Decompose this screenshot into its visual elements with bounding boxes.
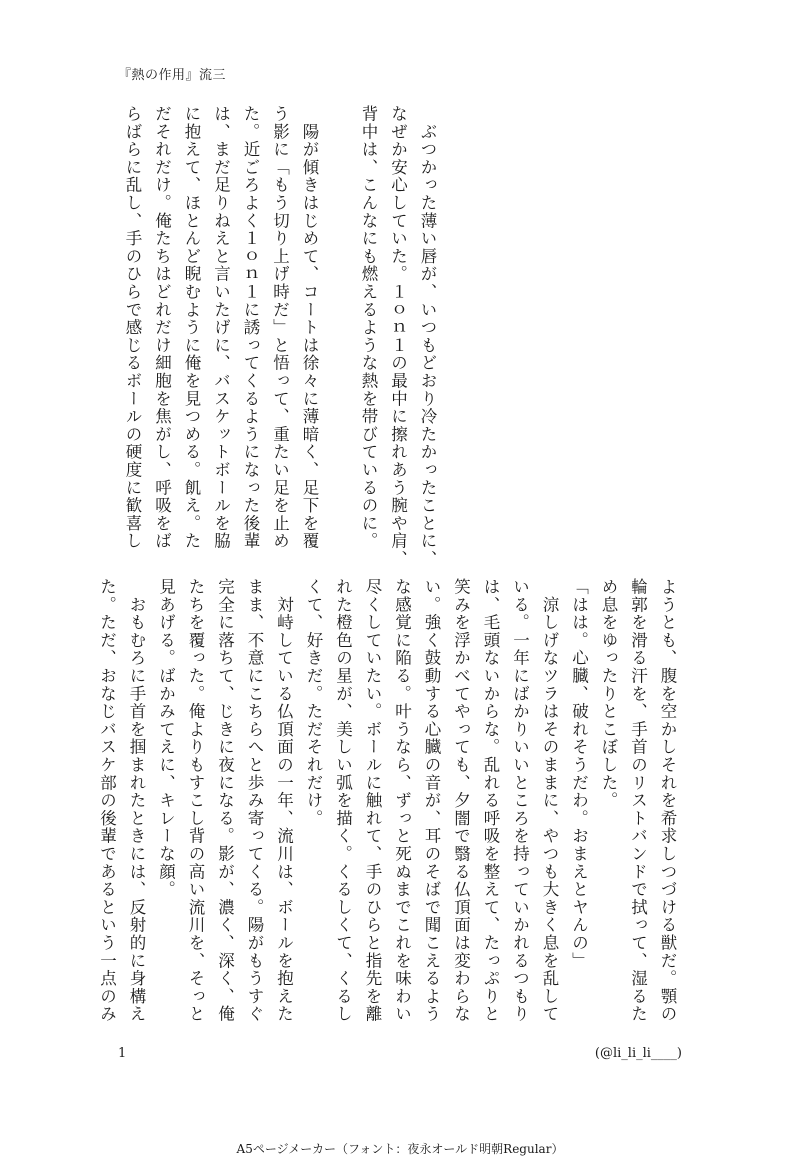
- text-column: 見あげる。ばかみてえに、キレーな顔。: [156, 578, 176, 899]
- upper-paragraph-1: [348, 105, 442, 568]
- text-column: 「はは。心臓、破れそうだわ。おまえとヤんの」: [569, 578, 589, 970]
- text-column: 涼しげなツラはそのままに、やつも大きく息を乱して: [540, 595, 559, 1024]
- text-column: た。近ごろよく１ｏｎ１に誘ってくるようになった後輩: [241, 105, 260, 550]
- text-column: らばらに乱し、手のひらで感じるボールの硬度に歓喜し: [123, 105, 142, 550]
- text-column: たちを覆った。俺よりもすこし背の高い流川を、そっと: [186, 578, 205, 1023]
- text-column: 笑みを浮かべてやっても、夕闇で翳る仏頂面は変わらな: [451, 578, 471, 1023]
- author-handle: (@li_li_li____): [594, 1046, 682, 1061]
- text-column: に抱えて、ほとんど睨むように俺を見つめる。飢え。た: [182, 105, 201, 550]
- text-column: い。強く鼓動する心臓の音が、耳のそばで聞こえるよう: [422, 578, 441, 1023]
- text-column: 対峙している仏頂面の一年、流川は、ボールを抱えた: [274, 595, 294, 1024]
- text-column: 背中は、こんなにも燃えるような熱を帯びているのに。: [359, 105, 378, 550]
- text-column: 完全に落ちて、じきに夜になる。影が、濃く、深く、俺: [215, 578, 235, 1023]
- text-column: 輪郭を滑る汗を、手首のリストバンドで拭って、湿るた: [628, 578, 648, 1023]
- text-column: なぜか安心していた。１ｏｎ１の最中に擦れあう腕や肩、: [388, 105, 408, 568]
- text-column: まま、不意にこちらへと歩み寄ってくる。陽がもうすぐ: [245, 578, 264, 1023]
- footer-credit: A5ページメーカー（フォント：夜永オールド明朝Regular）: [236, 1142, 564, 1156]
- text-column: れた橙色の星が、美しい弧を描く。くるしくて、くるし: [333, 578, 353, 1023]
- text-column: た。ただ、おなじバスケ部の後輩であるという一点のみ: [97, 578, 117, 1023]
- text-column: う影に「もう切り上げ時だ」と悟って、重たい足を止め: [270, 105, 290, 550]
- text-column: ぶつかった薄い唇が、いつもどおり冷たかったことに、: [418, 122, 437, 568]
- upper-paragraph-2: [112, 105, 324, 555]
- page-number: 1: [118, 1046, 127, 1061]
- text-column: は、毛頭ないからな。乱れる呼吸を整えて、たっぷりと: [481, 578, 500, 1023]
- document-title: 『熱の作用』流三: [118, 68, 227, 83]
- text-column: だそれだけ。俺たちはどれだけ細胞を焦がし、呼吸をば: [152, 105, 172, 550]
- text-column: くて、好きだ。ただそれだけ。: [304, 578, 323, 828]
- text-column: ようとも、腹を空かしそれを希求しつづける獣だ。顎の: [658, 578, 677, 1023]
- text-column: おもむろに手首を掴まれたときには、反射的に身構え: [127, 595, 146, 1024]
- lower-text-block: [97, 578, 682, 1028]
- text-column: 尽くしていたい。ボールに触れて、手のひらと指先を離: [363, 578, 382, 1023]
- text-column: な感覚に陥る。叶うなら、ずっと死ぬまでこれを味わい: [392, 578, 412, 1023]
- text-column: 陽が傾きはじめて、コートは徐々に薄暗く、足下を覆: [300, 122, 319, 551]
- text-column: いる。一年にばかりいいところを持っていかれるつもり: [510, 578, 530, 1023]
- text-column: は、まだ足りねえと言いたげに、バスケットボールを脇: [211, 105, 231, 550]
- text-column: め息をゆったりとこぼした。: [599, 578, 618, 810]
